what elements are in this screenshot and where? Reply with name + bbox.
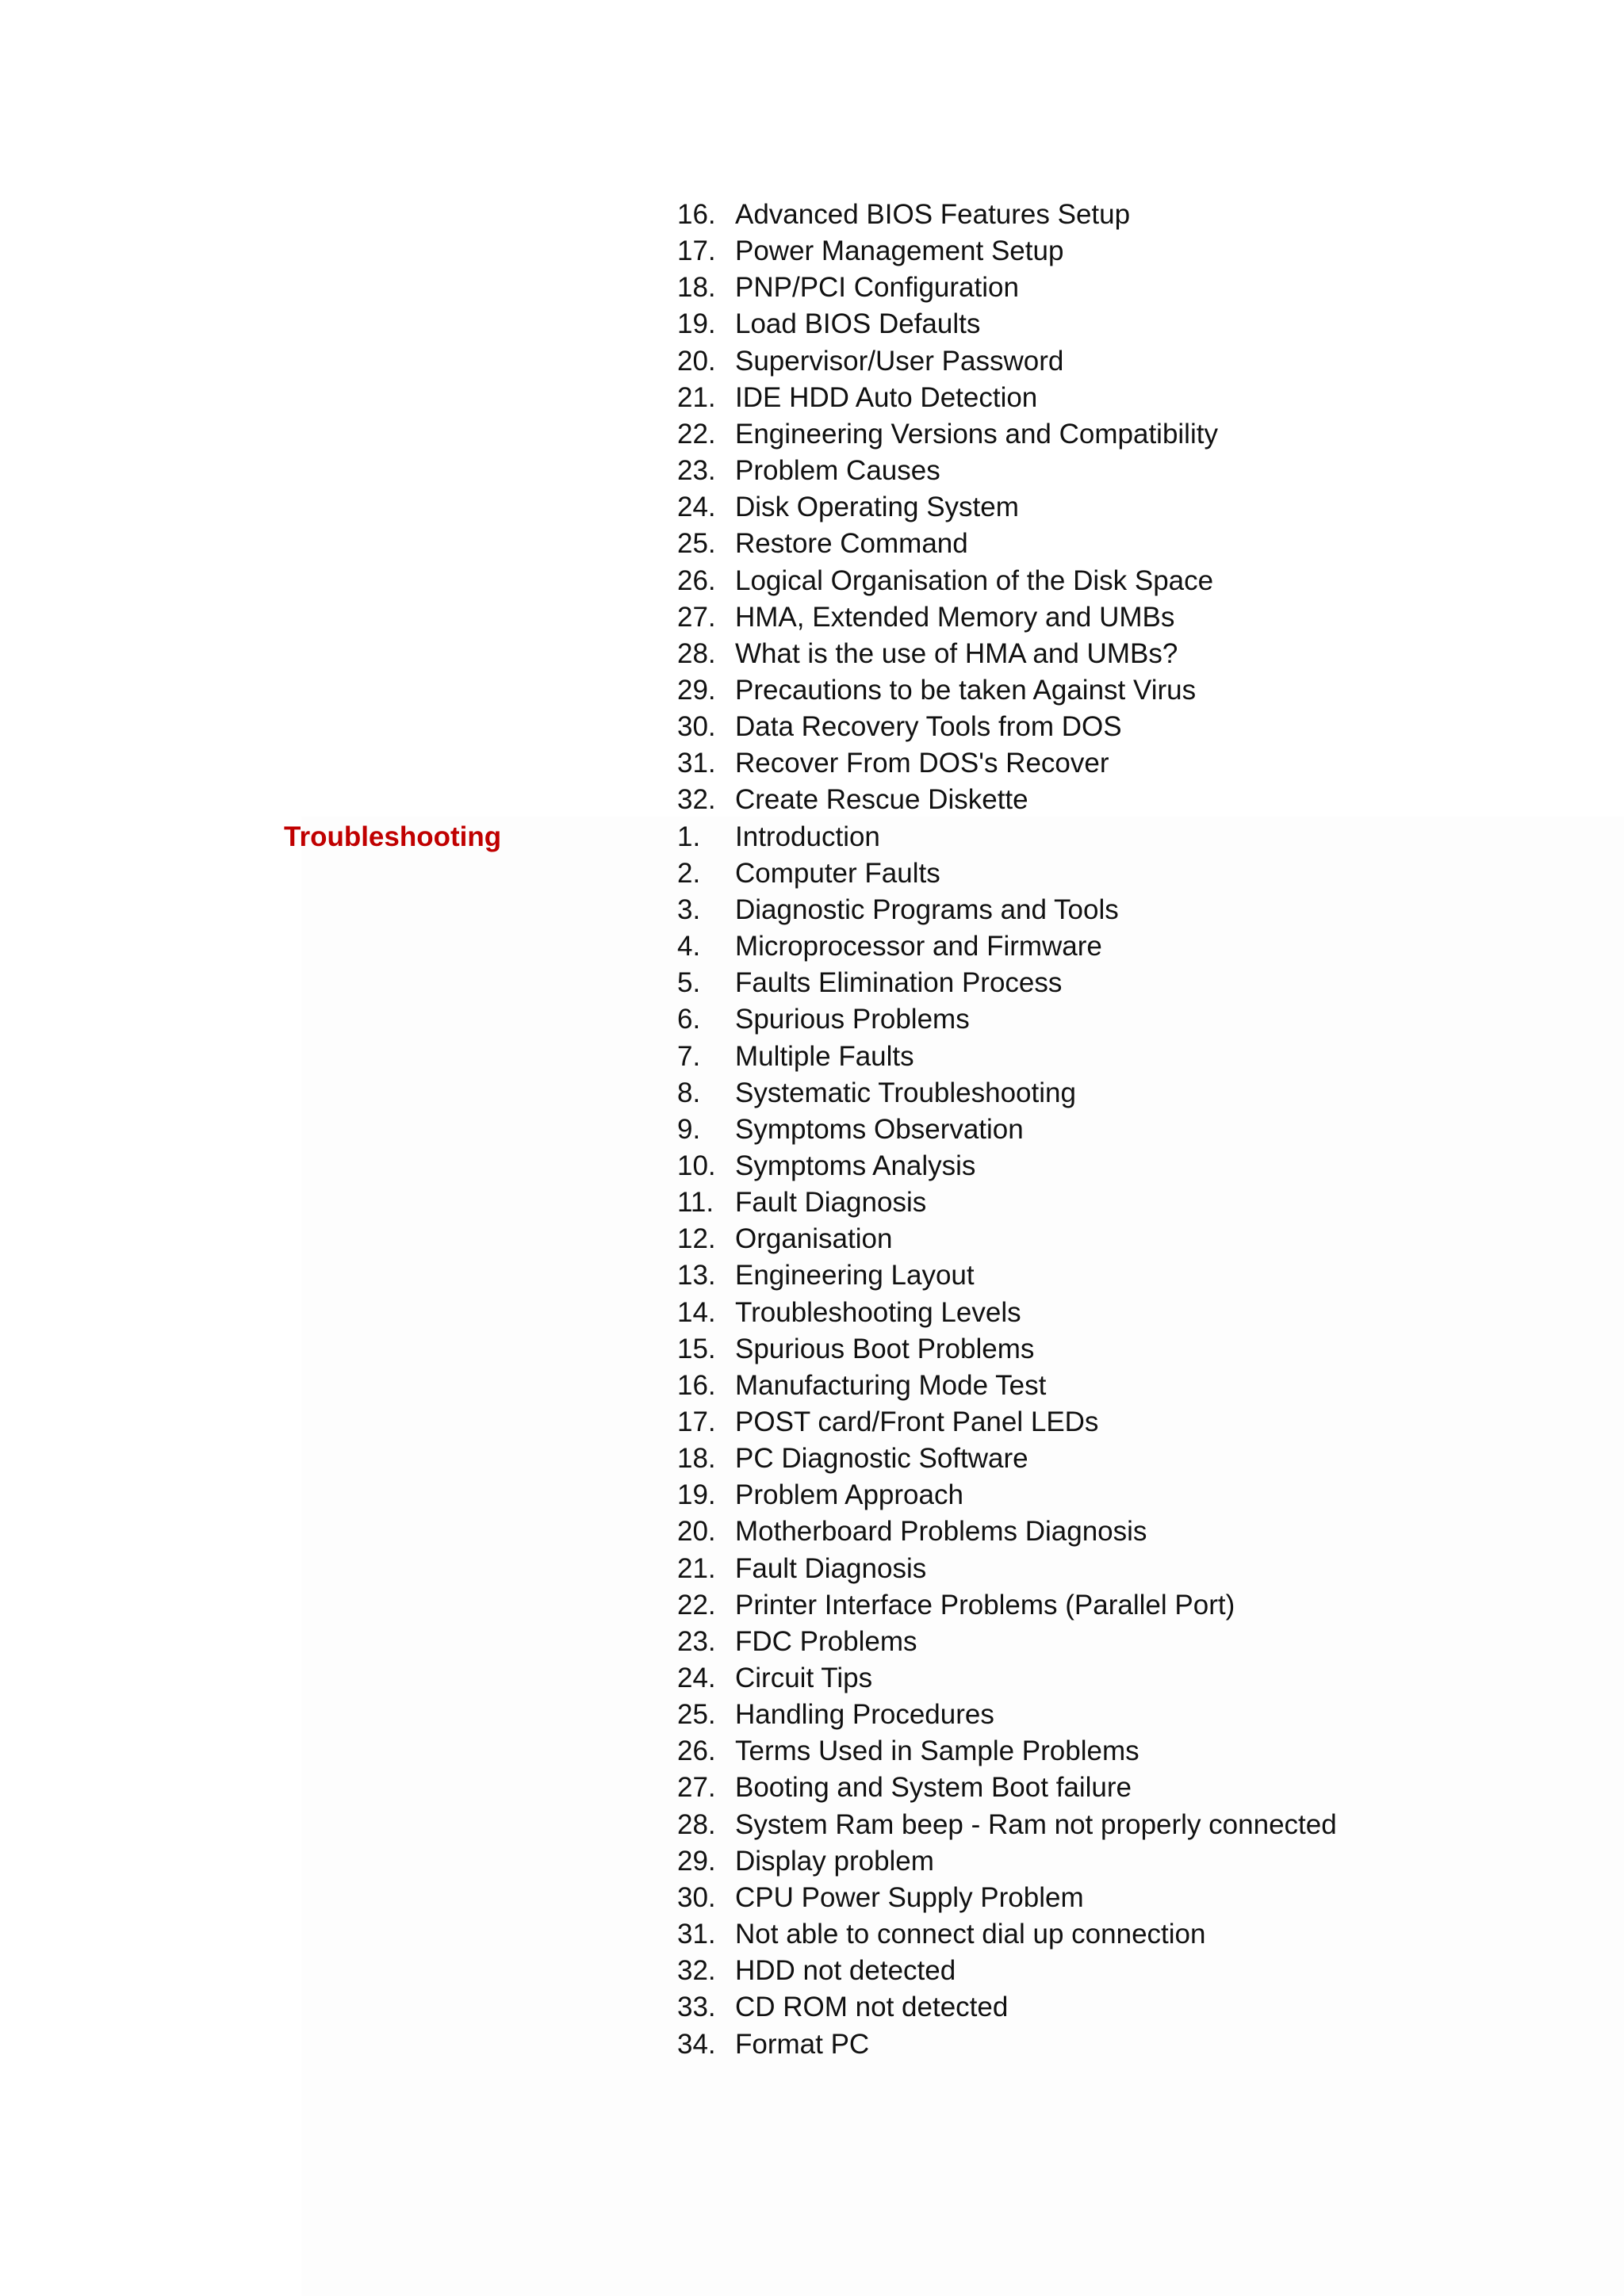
item-number: 13. (677, 1260, 716, 1292)
item-number: 22. (677, 418, 716, 450)
item-number: 1. (677, 821, 701, 852)
list-item (0, 197, 1624, 233)
item-label: Power Management Setup (735, 235, 1064, 267)
item-number: 31. (677, 1919, 716, 1950)
item-number: 26. (677, 564, 716, 596)
item-label: Manufacturing Mode Test (735, 1369, 1047, 1401)
item-label: Format PC (735, 2028, 870, 2060)
item-label: CD ROM not detected (735, 1992, 1009, 2023)
item-label: Introduction (735, 821, 880, 852)
item-number: 34. (677, 2028, 716, 2060)
item-number: 14. (677, 1296, 716, 1328)
item-number: 17. (677, 235, 716, 267)
list-item (0, 1807, 1624, 1843)
item-number: 30. (677, 711, 716, 743)
item-label: Spurious Problems (735, 1004, 970, 1035)
list-item (0, 1624, 1624, 1660)
item-number: 3. (677, 894, 701, 925)
list-item (0, 1477, 1624, 1513)
item-label: Load BIOS Defaults (735, 308, 981, 340)
item-number: 11. (677, 1187, 714, 1218)
item-label: Not able to connect dial up connection (735, 1919, 1206, 1950)
item-number: 17. (677, 1406, 716, 1437)
list-item (0, 745, 1624, 782)
list-item (0, 453, 1624, 489)
item-label: What is the use of HMA and UMBs? (735, 637, 1178, 669)
item-number: 16. (677, 1369, 716, 1401)
item-label: Engineering Versions and Compatibility (735, 418, 1218, 450)
list-item (0, 1733, 1624, 1770)
list-item (0, 819, 1624, 855)
item-label: Logical Organisation of the Disk Space (735, 564, 1214, 596)
item-number: 28. (677, 637, 716, 669)
item-label: Handling Procedures (735, 1699, 994, 1731)
list-item (0, 965, 1624, 1001)
item-number: 26. (677, 1735, 716, 1767)
item-label: Symptoms Observation (735, 1113, 1024, 1145)
item-label: PC Diagnostic Software (735, 1443, 1028, 1475)
item-label: IDE HDD Auto Detection (735, 381, 1038, 413)
item-label: Create Rescue Diskette (735, 784, 1028, 816)
item-label: CPU Power Supply Problem (735, 1881, 1084, 1913)
list-item (0, 1513, 1624, 1550)
list-item (0, 1368, 1624, 1404)
item-label: Recover From DOS's Recover (735, 748, 1109, 779)
list-item (0, 1587, 1624, 1624)
list-item (0, 636, 1624, 672)
list-item (0, 1148, 1624, 1184)
item-label: Fault Diagnosis (735, 1187, 927, 1218)
item-label: Systematic Troubleshooting (735, 1077, 1076, 1108)
item-number: 19. (677, 308, 716, 340)
list-item (0, 380, 1624, 416)
item-label: Disk Operating System (735, 492, 1019, 523)
item-number: 27. (677, 601, 716, 633)
item-label: Precautions to be taken Against Virus (735, 674, 1197, 706)
item-number: 24. (677, 492, 716, 523)
item-label: Circuit Tips (735, 1663, 873, 1693)
item-number: 23. (677, 455, 716, 486)
item-number: 9. (677, 1113, 701, 1145)
item-label: Diagnostic Programs and Tools (735, 894, 1119, 925)
item-label: Motherboard Problems Diagnosis (735, 1516, 1147, 1548)
item-number: 23. (677, 1625, 716, 1657)
item-label: Printer Interface Problems (Parallel Port) (735, 1589, 1235, 1621)
section-heading: Troubleshooting (284, 821, 502, 852)
list-item (0, 416, 1624, 453)
item-number: 19. (677, 1479, 716, 1511)
item-number: 20. (677, 345, 716, 377)
list-item (0, 1953, 1624, 1989)
item-number: 22. (677, 1589, 716, 1621)
item-number: 5. (677, 967, 701, 999)
list-item (0, 1989, 1624, 2026)
item-label: Data Recovery Tools from DOS (735, 711, 1122, 743)
item-label: Fault Diagnosis (735, 1552, 927, 1584)
item-number: 29. (677, 1845, 716, 1877)
item-label: Multiple Faults (735, 1040, 914, 1072)
item-label: HDD not detected (735, 1955, 956, 1987)
list-item (0, 1404, 1624, 1441)
item-label: Terms Used in Sample Problems (735, 1735, 1139, 1767)
list-item (0, 1441, 1624, 1477)
list-item (0, 1770, 1624, 1806)
item-number: 28. (677, 1808, 716, 1840)
item-label: Microprocessor and Firmware (735, 931, 1102, 962)
item-number: 25. (677, 1699, 716, 1731)
item-label: Computer Faults (735, 857, 940, 889)
list-item (0, 343, 1624, 380)
item-label: PNP/PCI Configuration (735, 272, 1019, 304)
list-item (0, 709, 1624, 745)
list-item (0, 1112, 1624, 1148)
item-label: Display problem (735, 1845, 934, 1877)
list-item (0, 928, 1624, 965)
list-item (0, 1221, 1624, 1257)
item-number: 2. (677, 857, 701, 889)
item-label: Advanced BIOS Features Setup (735, 199, 1131, 230)
list-item (0, 1295, 1624, 1331)
item-label: Faults Elimination Process (735, 967, 1063, 999)
item-number: 29. (677, 674, 716, 706)
list-item (0, 855, 1624, 892)
item-label: Restore Command (735, 528, 968, 560)
item-label: HMA, Extended Memory and UMBs (735, 601, 1175, 633)
list-item (0, 563, 1624, 599)
item-number: 33. (677, 1992, 716, 2023)
list-item (0, 1843, 1624, 1880)
list-item (0, 233, 1624, 270)
list-item (0, 489, 1624, 526)
list-item (0, 1697, 1624, 1733)
list-item (0, 1001, 1624, 1038)
item-number: 7. (677, 1040, 701, 1072)
list-item (0, 1331, 1624, 1368)
item-number: 18. (677, 1443, 716, 1475)
item-number: 21. (677, 381, 716, 413)
list-item (0, 1184, 1624, 1221)
item-number: 30. (677, 1881, 716, 1913)
list-item (0, 599, 1624, 636)
item-label: FDC Problems (735, 1625, 917, 1657)
item-label: Booting and System Boot failure (735, 1772, 1132, 1804)
item-number: 6. (677, 1004, 701, 1035)
item-label: System Ram beep - Ram not properly connected (735, 1808, 1337, 1840)
item-number: 12. (677, 1223, 716, 1255)
item-number: 16. (677, 199, 716, 230)
item-number: 27. (677, 1772, 716, 1804)
list-item (0, 892, 1624, 928)
item-label: POST card/Front Panel LEDs (735, 1406, 1099, 1437)
item-number: 10. (677, 1150, 716, 1181)
list-item (0, 1880, 1624, 1916)
list-item (0, 1075, 1624, 1112)
list-item (0, 1916, 1624, 1953)
item-label: Organisation (735, 1223, 893, 1255)
list-item (0, 782, 1624, 818)
item-number: 21. (677, 1552, 716, 1584)
list-item (0, 526, 1624, 562)
item-label: Supervisor/User Password (735, 345, 1064, 377)
list-item (0, 1660, 1624, 1697)
item-number: 32. (677, 784, 716, 816)
list-item (0, 2026, 1624, 2063)
item-label: Spurious Boot Problems (735, 1333, 1035, 1364)
list-item (0, 1039, 1624, 1075)
item-number: 20. (677, 1516, 716, 1548)
list-item (0, 270, 1624, 306)
item-number: 4. (677, 931, 701, 962)
item-number: 15. (677, 1333, 716, 1364)
list-item (0, 1257, 1624, 1294)
item-number: 31. (677, 748, 716, 779)
item-number: 32. (677, 1955, 716, 1987)
list-item (0, 1551, 1624, 1587)
list-item (0, 672, 1624, 709)
item-label: Troubleshooting Levels (735, 1296, 1021, 1328)
item-label: Engineering Layout (735, 1260, 975, 1292)
item-label: Symptoms Analysis (735, 1150, 976, 1181)
item-number: 24. (677, 1663, 716, 1693)
item-number: 25. (677, 528, 716, 560)
item-number: 18. (677, 272, 716, 304)
item-label: Problem Approach (735, 1479, 963, 1511)
list-item (0, 306, 1624, 342)
item-number: 8. (677, 1077, 701, 1108)
item-label: Problem Causes (735, 455, 940, 486)
